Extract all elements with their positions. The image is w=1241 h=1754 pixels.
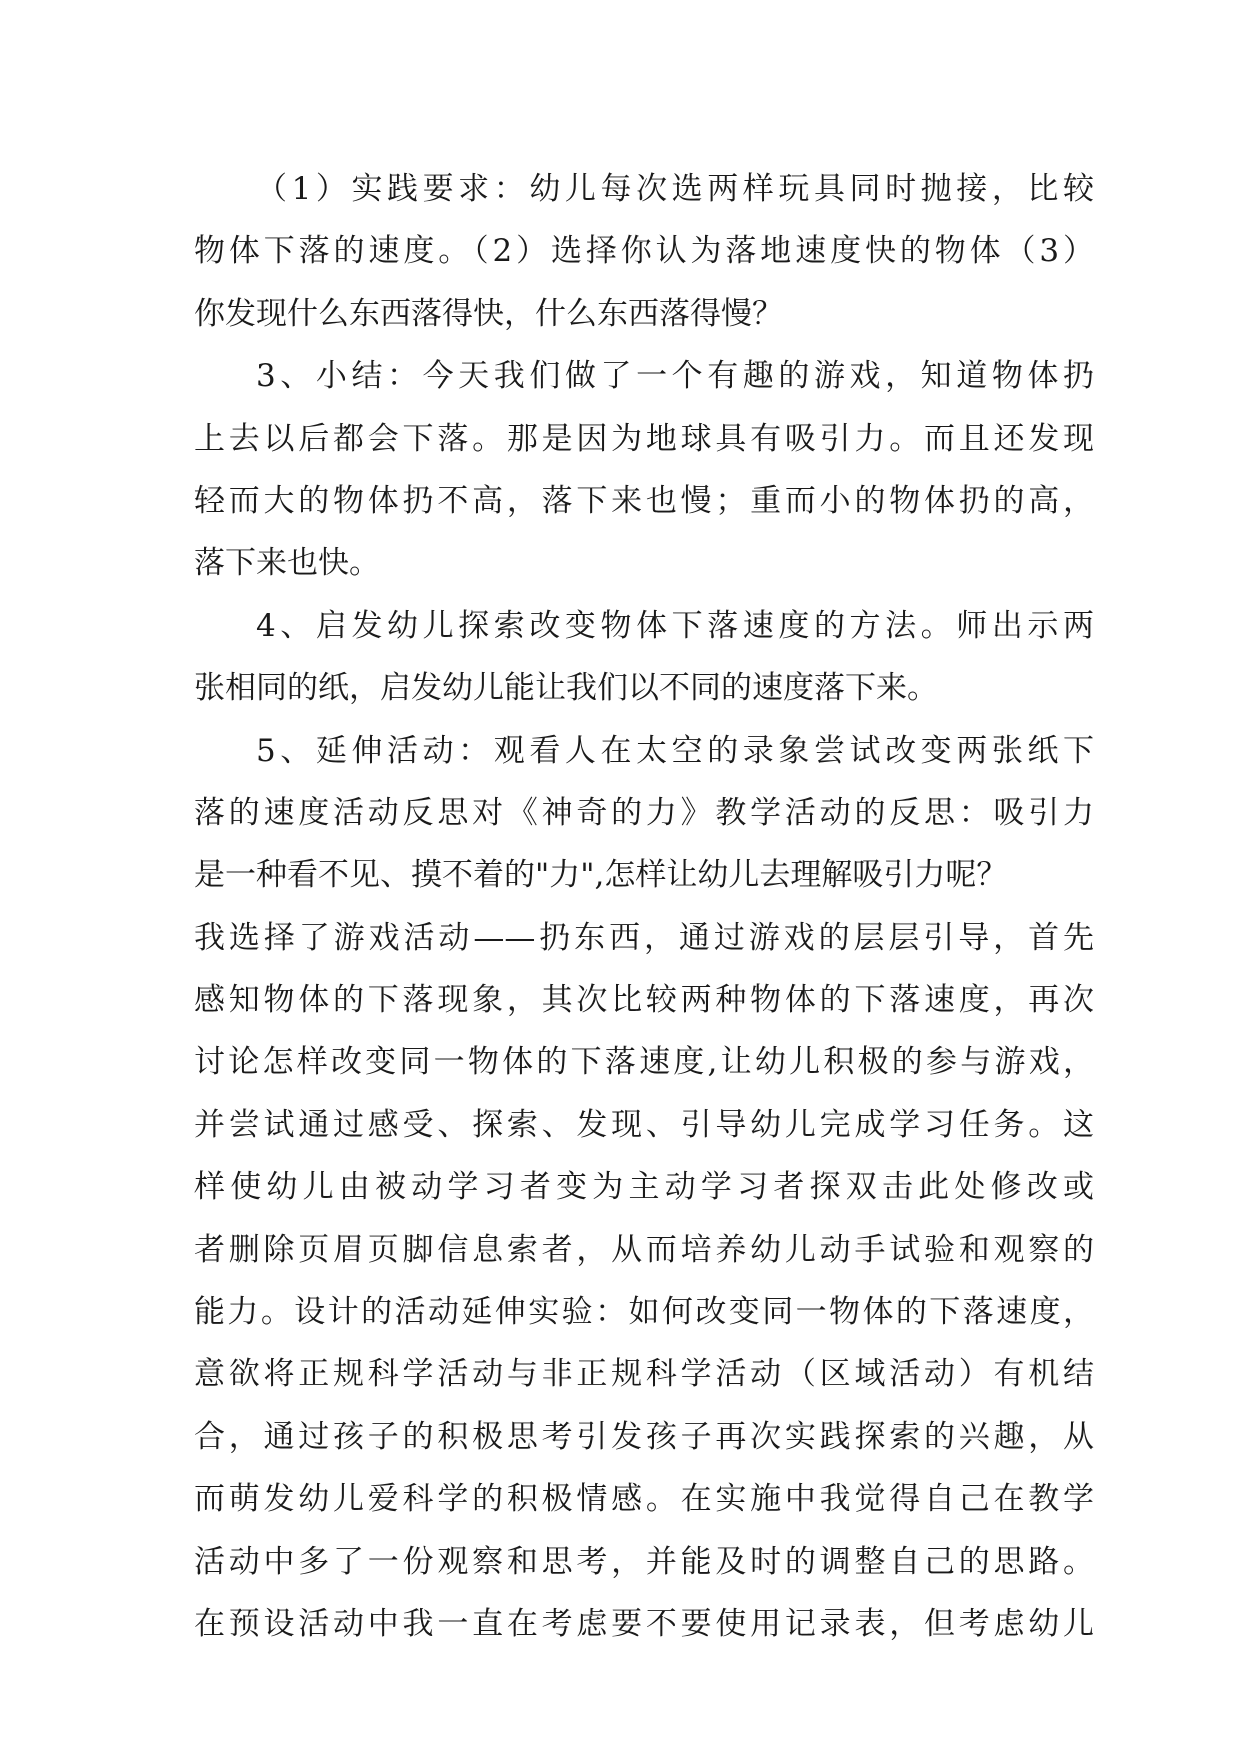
text-line: 合，通过孩子的积极思考引发孩子再次实践探索的兴趣，从 [194,1418,1094,1455]
document-body [194,158,1094,1655]
text-line: 者删除页眉页脚信息索者，从而培养幼儿动手试验和观察的 [194,1231,1094,1268]
text-line: 活动中多了一份观察和思考，并能及时的调整自己的思路。 [194,1543,1094,1580]
text-line: 并尝试通过感受、探索、发现、引导幼儿完成学习任务。这 [194,1106,1094,1143]
text-line: （1）实践要求：幼儿每次选两样玩具同时抛接，比较 [256,171,1094,207]
text-line: 你发现什么东西落得快，什么东西落得慢？ [194,295,783,332]
text-line: 我选择了游戏活动——扔东西，通过游戏的层层引导，首先 [194,919,1094,956]
text-line: 张相同的纸，启发幼儿能让我们以不同的速度落下来。 [194,670,938,707]
text-line: 感知物体的下落现象，其次比较两种物体的下落速度，再次 [194,982,1094,1019]
text-line: 物体下落的速度。（2）选择你认为落地速度快的物体（3） [194,233,1094,270]
text-line: 讨论怎样改变同一物体的下落速度,让幼儿积极的参与游戏， [194,1044,1094,1081]
text-line: 3、小结：今天我们做了一个有趣的游戏，知道物体扔 [256,358,1094,395]
text-line: 而萌发幼儿爱科学的积极情感。在实施中我觉得自己在教学 [194,1481,1094,1518]
text-line: 样使幼儿由被动学习者变为主动学习者探双击此处修改或 [194,1169,1094,1206]
text-line: 在预设活动中我一直在考虑要不要使用记录表，但考虑幼儿 [194,1605,1094,1642]
text-line: 4、启发幼儿探索改变物体下落速度的方法。师出示两 [256,607,1094,644]
text-line: 5、延伸活动：观看人在太空的录象尝试改变两张纸下 [256,732,1094,769]
text-line: 是一种看不见、摸不着的"力",怎样让幼儿去理解吸引力呢？ [194,857,1008,894]
text-line: 意欲将正规科学活动与非正规科学活动（区域活动）有机结 [194,1356,1094,1393]
text-line: 落的速度活动反思对《神奇的力》教学活动的反思：吸引力 [194,794,1094,831]
text-line: 能力。设计的活动延伸实验：如何改变同一物体的下落速度， [194,1294,1094,1331]
text-line: 落下来也快。 [194,545,380,582]
text-line: 上去以后都会下落。那是因为地球具有吸引力。而且还发现 [194,420,1094,457]
text-line: 轻而大的物体扔不高，落下来也慢；重而小的物体扔的高， [194,482,1094,519]
